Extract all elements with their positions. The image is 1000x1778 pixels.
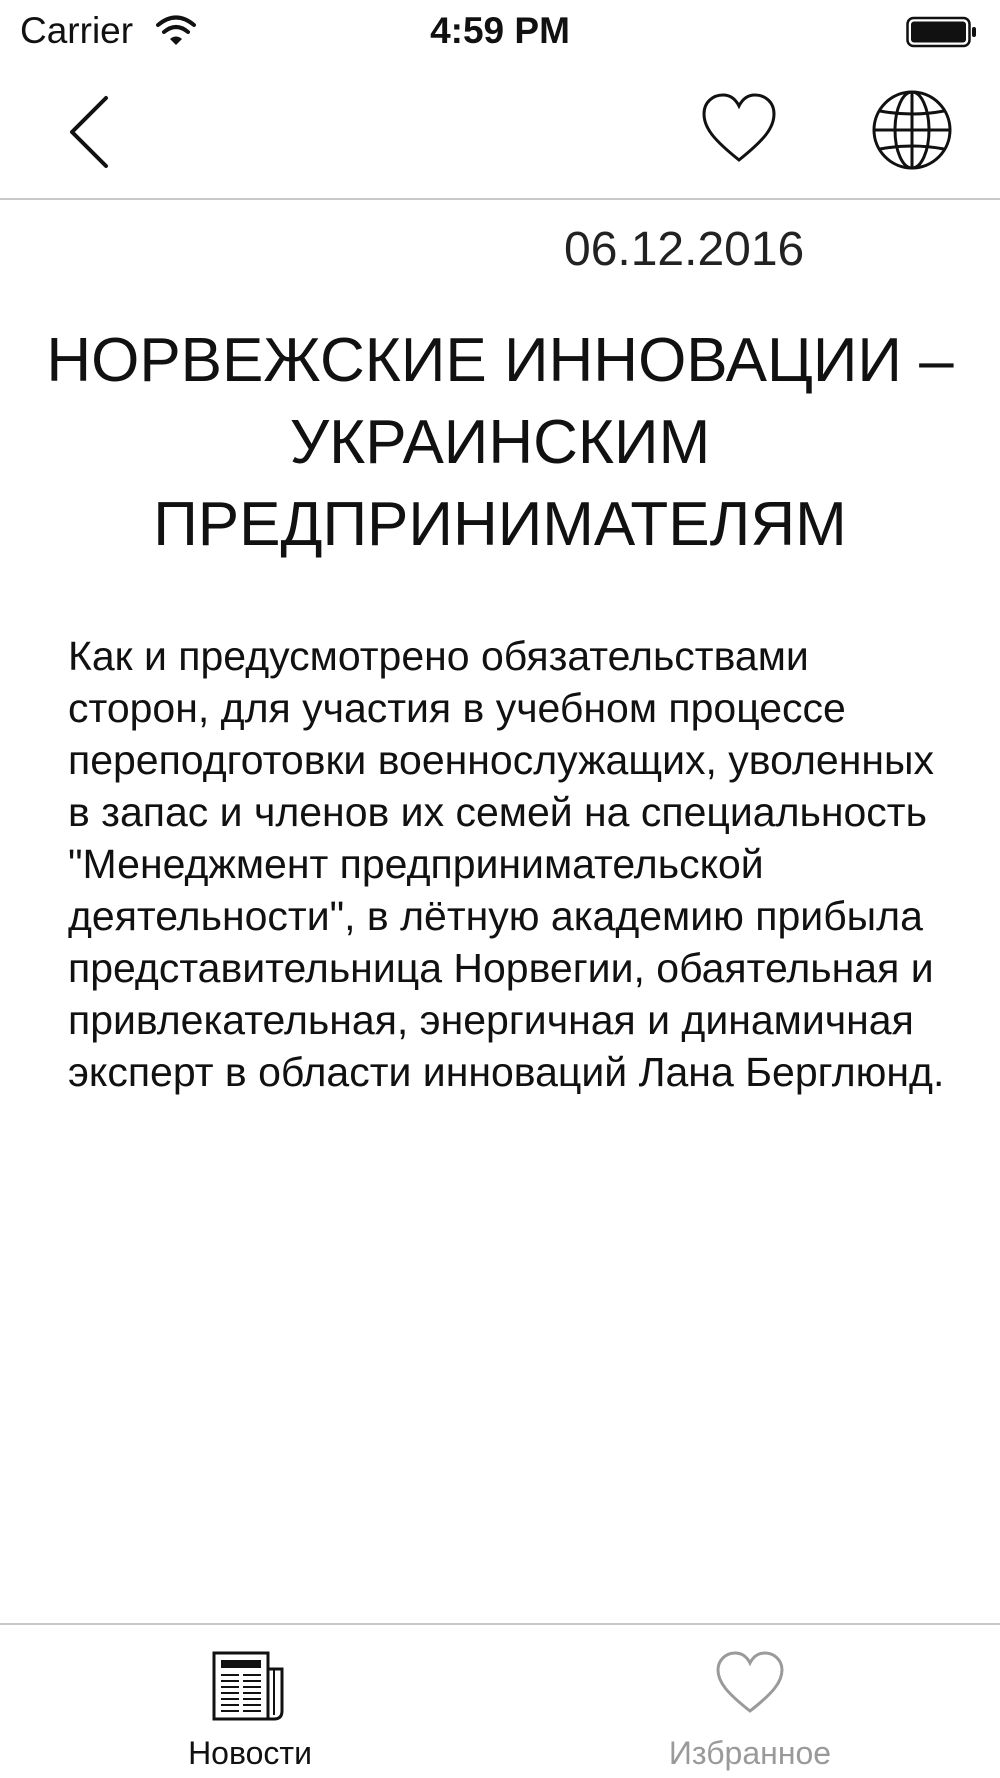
- battery-icon: [906, 15, 978, 49]
- status-bar: [0, 0, 1000, 64]
- tab-favorites[interactable]: [500, 1625, 1000, 1778]
- tab-favorites-label: Избранное: [668, 1735, 832, 1771]
- globe-icon: [866, 84, 958, 176]
- chevron-left-icon: [54, 84, 124, 180]
- article-date: 06.12.2016: [564, 223, 805, 276]
- tab-bar: [0, 1623, 1000, 1778]
- heart-icon: [714, 1649, 786, 1719]
- nav-bar: [0, 64, 1000, 200]
- article-body: Как и предусмотрено обязательствами сторон, для участия в учебном процессе переподготовки военнослужащих, уволенных в запас и членов их семей на специальность "Менеджмент предпринимательской деятельности", в лётную академию прибыла представительница Норвегии, обаятельная и привлекательная, энергичная и динамичная эксперт в области инноваций Лана Берглюнд.: [68, 633, 945, 1095]
- tab-news-label: Новости: [188, 1735, 312, 1771]
- heart-icon: [700, 90, 778, 170]
- language-button[interactable]: [866, 84, 958, 176]
- back-button[interactable]: [54, 84, 124, 180]
- carrier-label: Carrier: [20, 10, 134, 51]
- favorite-button[interactable]: [700, 90, 778, 170]
- tab-news[interactable]: [0, 1625, 500, 1778]
- status-time: 4:59 PM: [430, 10, 570, 51]
- article-title: НОРВЕЖСКИЕ ИННОВАЦИИ – УКРАИНСКИМ ПРЕДПРИНИМАТЕЛЯМ: [46, 326, 954, 559]
- newspaper-icon: [210, 1649, 290, 1725]
